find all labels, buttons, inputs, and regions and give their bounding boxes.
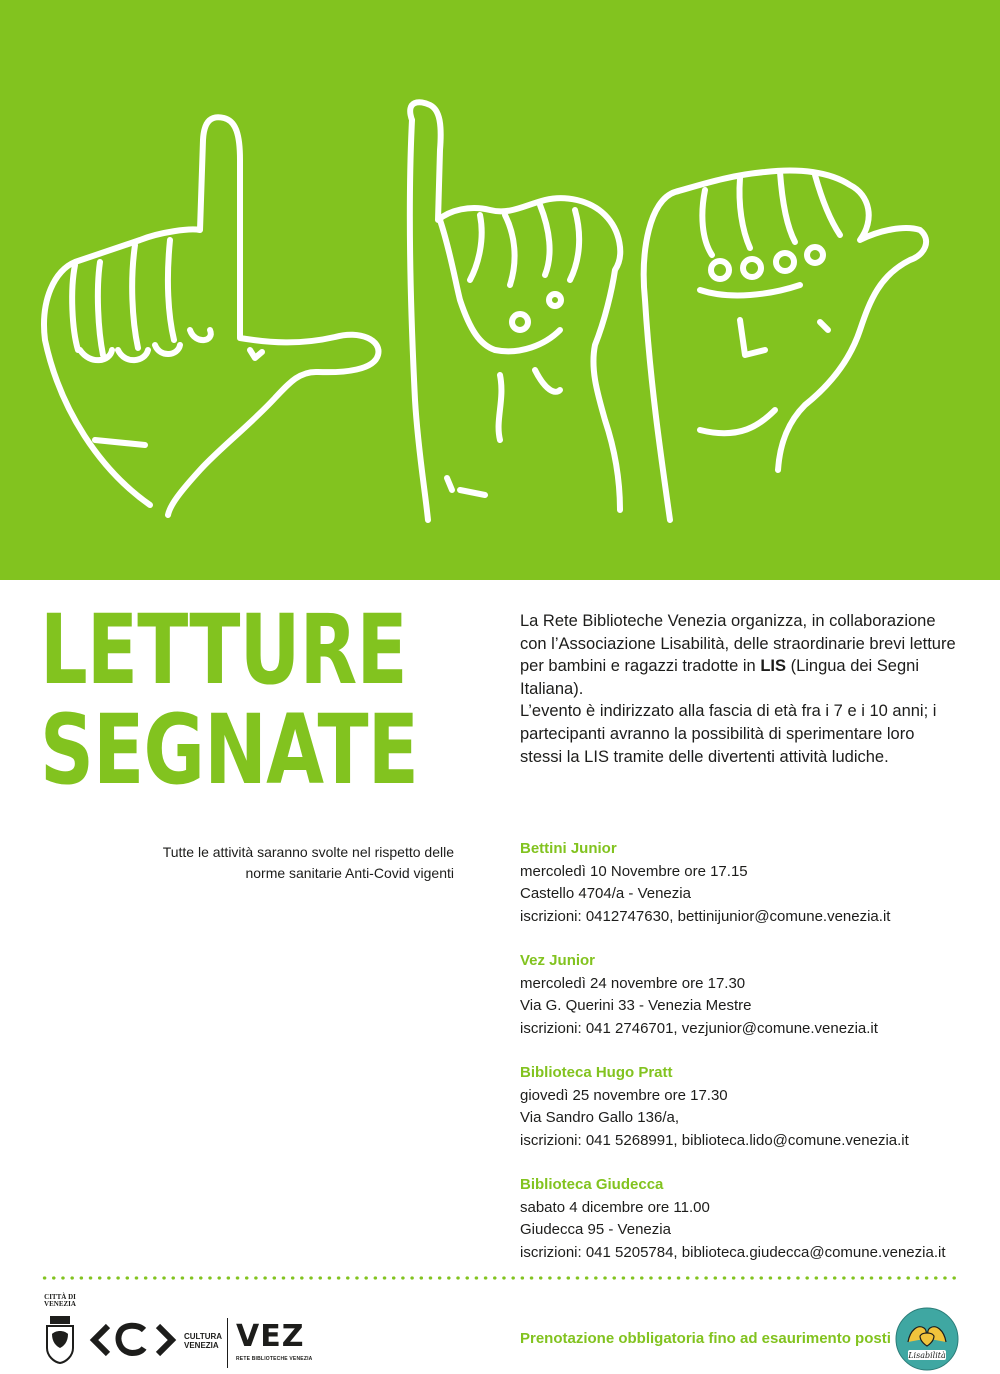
intro-text-end: (Lingua dei Segni Italiana). xyxy=(520,657,919,698)
event-item xyxy=(520,838,980,928)
covid-note xyxy=(120,842,454,884)
event-address: Via Sandro Gallo 136/a, xyxy=(520,1109,680,1126)
poster-title xyxy=(40,594,460,806)
dotted-divider xyxy=(40,1276,960,1280)
event-address: Giudecca 95 - Venezia xyxy=(520,1221,671,1238)
event-contact: iscrizioni: 041 5205784, biblioteca.giudecca@comune.venezia.it xyxy=(520,1243,946,1261)
event-item xyxy=(520,950,980,1040)
event-item xyxy=(520,1062,980,1152)
logo-separator xyxy=(227,1318,228,1368)
citta-line-1: CITTÀ DI xyxy=(44,1293,76,1301)
cultura-venezia-text xyxy=(184,1332,222,1350)
cultura-line-2: VENEZIA xyxy=(184,1341,219,1350)
event-date: giovedì 25 novembre ore 17.30 xyxy=(520,1086,728,1104)
intro-lis-bold: LIS xyxy=(760,657,786,676)
venezia-coat-of-arms-icon xyxy=(44,1316,76,1364)
footer-logos xyxy=(40,1294,340,1370)
intro-paragraph xyxy=(520,610,960,768)
event-venue: Biblioteca Hugo Pratt xyxy=(520,1064,673,1081)
booking-note: Prenotazione obbligatoria fino ad esaurimento posti xyxy=(520,1330,891,1347)
events-list xyxy=(520,838,980,1286)
hero-banner xyxy=(0,0,1000,580)
event-venue: Biblioteca Giudecca xyxy=(520,1176,664,1193)
event-date: sabato 4 dicembre ore 11.00 xyxy=(520,1198,710,1216)
event-contact: iscrizioni: 0412747630, bettinijunior@comune.venezia.it xyxy=(520,907,891,925)
lisabilita-logo-icon xyxy=(894,1306,960,1372)
hand-sign-y-icon xyxy=(644,171,926,520)
event-address: Castello 4704/a - Venezia xyxy=(520,885,691,902)
hand-sign-l-icon xyxy=(44,117,378,515)
event-item xyxy=(520,1174,980,1264)
cultura-line-1: CULTURA xyxy=(184,1332,223,1341)
lisabilita-logo-text: Lisabilità xyxy=(908,1351,946,1360)
event-date: mercoledì 10 Novembre ore 17.15 xyxy=(520,862,748,880)
intro-second-paragraph: L’evento è indirizzato alla fascia di età fra i 7 e i 10 anni; i partecipanti avranno la possibilità di sperimentare loro stessi la LIS tramite delle divertenti attività ludiche. xyxy=(520,702,937,766)
citta-di-venezia-logo xyxy=(40,1294,80,1308)
event-venue: Bettini Junior xyxy=(520,840,617,857)
intro-text-start: La Rete Biblioteche Venezia organizza, in collaborazione con l’Associazione Lisabilità, delle straordinarie brevi letture per bambini e ragazzi tradotte in xyxy=(520,612,956,676)
event-venue: Vez Junior xyxy=(520,952,596,969)
event-address: Via G. Querini 33 - Venezia Mestre xyxy=(520,997,752,1014)
hand-sign-i-icon xyxy=(410,102,620,520)
covid-note-line-1: Tutte le attività saranno svolte nel rispetto delle xyxy=(162,844,454,860)
covid-note-line-2: norme sanitarie Anti-Covid vigenti xyxy=(245,865,454,881)
event-contact: iscrizioni: 041 5268991, biblioteca.lido@comune.venezia.it xyxy=(520,1131,909,1149)
event-date: mercoledì 24 novembre ore 17.30 xyxy=(520,974,746,992)
vez-subtitle: RETE BIBLIOTECHE VENEZIA xyxy=(236,1356,313,1362)
event-contact: iscrizioni: 041 2746701, vezjunior@comune.venezia.it xyxy=(520,1019,878,1037)
vez-logo-text: VEZ xyxy=(236,1319,305,1354)
title-line-1: LETTURE xyxy=(40,594,407,706)
sign-language-hands-illustration xyxy=(0,0,1000,580)
cultura-venezia-logo-icon xyxy=(88,1322,178,1358)
citta-line-2: VENEZIA xyxy=(44,1300,76,1308)
title-line-2: SEGNATE xyxy=(40,694,419,806)
